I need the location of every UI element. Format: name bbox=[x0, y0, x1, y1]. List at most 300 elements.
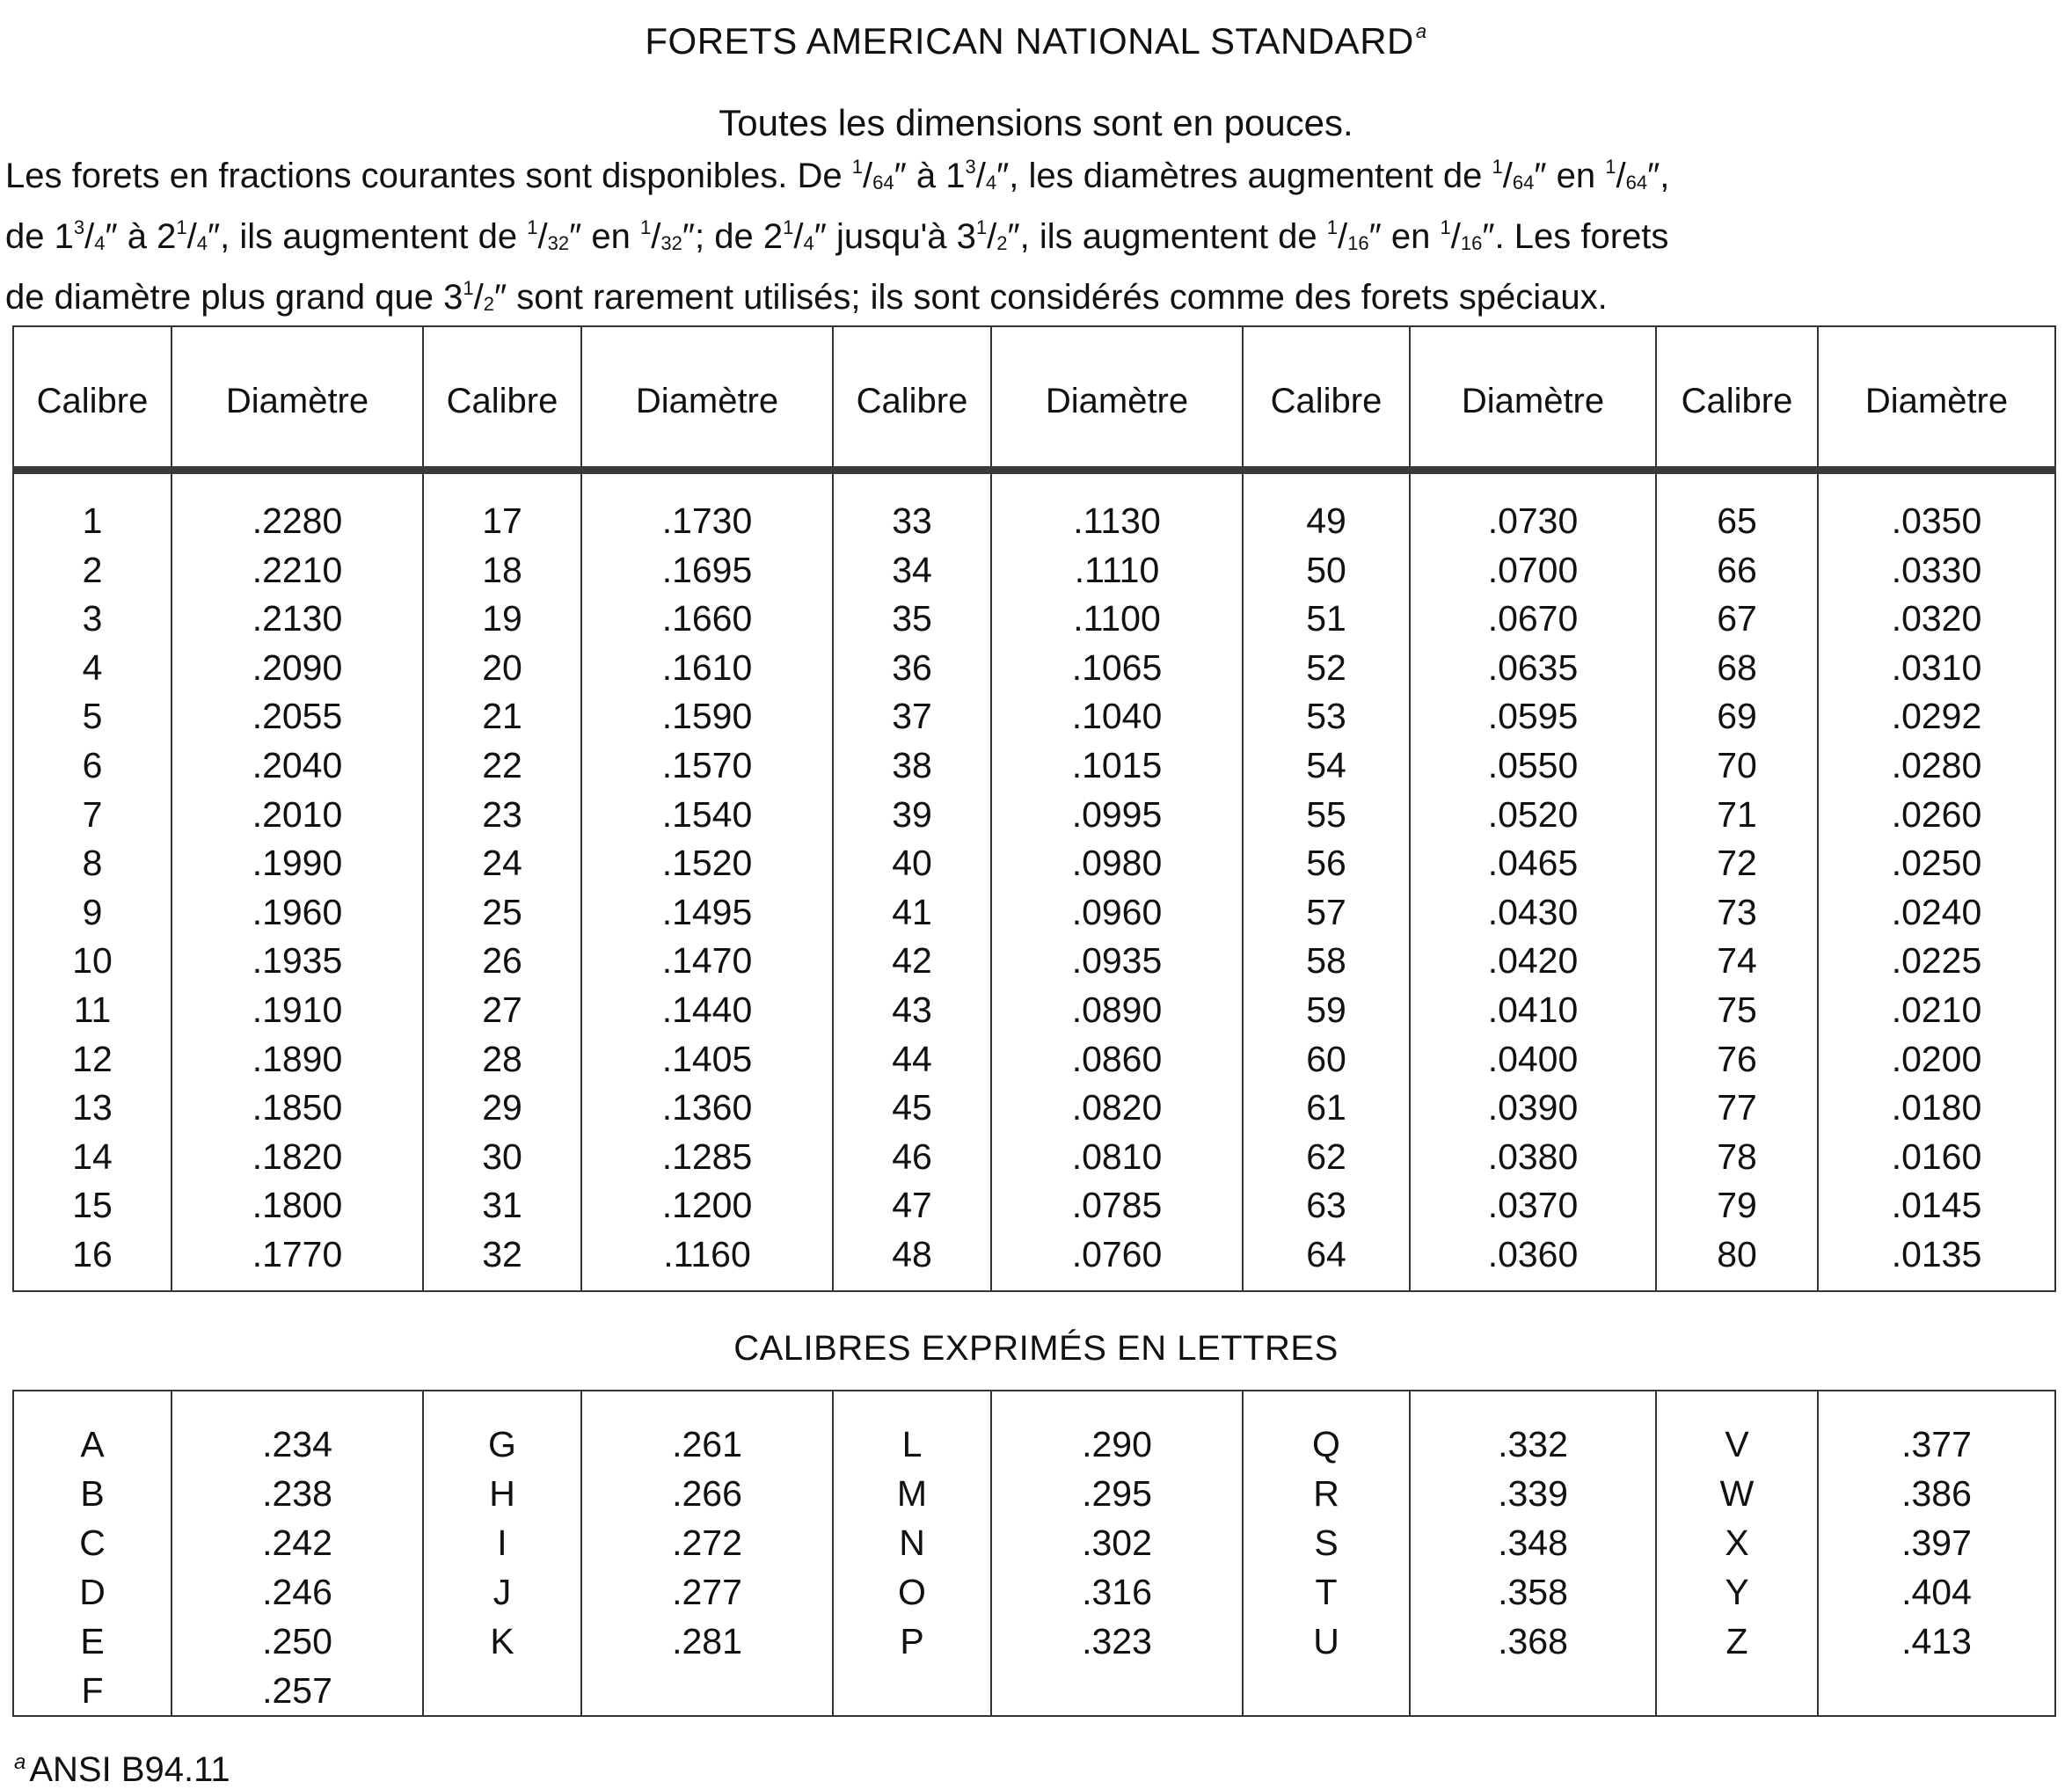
diametre-column bbox=[1410, 471, 1656, 1291]
intro-text: de 1 bbox=[5, 217, 74, 256]
calibre-value: 45 bbox=[892, 1087, 932, 1128]
calibre-value: 58 bbox=[1306, 940, 1346, 982]
intro-text: de diamètre plus grand que 3 bbox=[5, 278, 463, 317]
intro-paragraph bbox=[5, 144, 2068, 326]
fraction-numerator: 3 bbox=[73, 216, 85, 238]
column-header-diametre: Diamètre bbox=[581, 326, 833, 471]
diametre-value: .1200 bbox=[661, 1185, 753, 1226]
column-header-calibre: Calibre bbox=[1656, 326, 1818, 471]
diametre-value: .0380 bbox=[1487, 1135, 1579, 1177]
diametre-column bbox=[581, 1391, 833, 1716]
diametre-value: .272 bbox=[672, 1522, 742, 1563]
table-row bbox=[13, 1391, 2055, 1716]
calibre-value: 76 bbox=[1717, 1038, 1757, 1079]
calibre-value: I bbox=[497, 1522, 507, 1563]
calibre-value: 19 bbox=[482, 598, 522, 639]
column-header-calibre: Calibre bbox=[423, 326, 581, 471]
fraction-denominator: 4 bbox=[803, 232, 814, 254]
diametre-value: .1130 bbox=[1073, 500, 1161, 541]
calibre-value: 64 bbox=[1306, 1233, 1346, 1274]
diametre-value: .0350 bbox=[1891, 500, 1982, 541]
calibre-column bbox=[833, 1391, 991, 1716]
calibre-value: 66 bbox=[1717, 549, 1757, 590]
calibre-value: 72 bbox=[1717, 843, 1757, 884]
intro-line bbox=[5, 144, 2068, 205]
diametre-value: .1910 bbox=[252, 989, 343, 1030]
calibre-value: B bbox=[80, 1473, 105, 1514]
diametre-value: .0890 bbox=[1071, 989, 1163, 1030]
fraction-numerator: 1 bbox=[1605, 156, 1616, 178]
calibre-value: 54 bbox=[1306, 744, 1346, 785]
fraction-numerator: 3 bbox=[965, 156, 976, 178]
diametre-value: .2210 bbox=[252, 549, 343, 590]
fraction-denominator: 4 bbox=[94, 232, 106, 254]
diametre-value: .0280 bbox=[1891, 744, 1982, 785]
intro-line bbox=[5, 205, 2068, 266]
diametre-value: .1285 bbox=[661, 1135, 753, 1177]
diametre-value: .0935 bbox=[1071, 940, 1163, 982]
calibre-value: 70 bbox=[1717, 744, 1757, 785]
column-header-calibre: Calibre bbox=[833, 326, 991, 471]
diametre-value: .0995 bbox=[1071, 793, 1163, 835]
diametre-value: .261 bbox=[672, 1424, 742, 1464]
calibre-value: 28 bbox=[482, 1038, 522, 1079]
intro-text: ″, bbox=[1647, 157, 1670, 195]
numbered-calibre-table bbox=[12, 325, 2056, 1292]
fraction-numerator: 1 bbox=[851, 156, 864, 178]
calibre-value: V bbox=[1725, 1424, 1749, 1464]
calibre-value: R bbox=[1313, 1473, 1339, 1514]
fraction-denominator: 16 bbox=[1347, 232, 1369, 254]
calibre-value: 1 bbox=[82, 500, 103, 541]
diametre-column bbox=[1818, 1391, 2055, 1716]
column-header-calibre: Calibre bbox=[13, 326, 171, 471]
fraction-denominator: 64 bbox=[1512, 172, 1535, 194]
calibre-value: M bbox=[896, 1473, 928, 1514]
diametre-value: .397 bbox=[1901, 1522, 1972, 1563]
calibre-value: 65 bbox=[1717, 500, 1757, 541]
fraction-slash: / bbox=[975, 157, 986, 195]
diametre-value: .1405 bbox=[661, 1038, 753, 1079]
calibre-value: 9 bbox=[82, 891, 103, 932]
intro-text: ″. Les forets bbox=[1482, 217, 1669, 256]
calibre-value: 42 bbox=[892, 940, 932, 982]
fraction-denominator: 32 bbox=[660, 232, 682, 254]
diametre-column bbox=[991, 471, 1243, 1291]
calibre-value: 32 bbox=[482, 1233, 522, 1274]
calibre-value: 57 bbox=[1306, 891, 1346, 932]
diametre-value: .0635 bbox=[1487, 646, 1579, 688]
calibre-value: 6 bbox=[82, 744, 103, 785]
diametre-value: .0420 bbox=[1487, 940, 1579, 982]
diametre-value: .0410 bbox=[1487, 989, 1579, 1030]
calibre-column bbox=[1243, 471, 1410, 1291]
diametre-value: .386 bbox=[1901, 1473, 1972, 1514]
calibre-value: 17 bbox=[482, 500, 522, 541]
calibre-value: 24 bbox=[482, 843, 522, 884]
calibre-value: 61 bbox=[1306, 1087, 1346, 1128]
diametre-value: .0980 bbox=[1071, 843, 1163, 884]
calibre-value: 23 bbox=[482, 793, 522, 835]
calibre-value: 62 bbox=[1306, 1135, 1346, 1177]
calibre-value: C bbox=[79, 1522, 106, 1563]
intro-text: ″ à 1 bbox=[894, 157, 966, 195]
fraction-slash: / bbox=[651, 217, 661, 256]
calibre-value: 3 bbox=[82, 598, 103, 639]
calibre-value: 26 bbox=[482, 940, 522, 982]
calibre-value: Z bbox=[1725, 1621, 1748, 1661]
diametre-value: .1800 bbox=[252, 1185, 343, 1226]
calibre-column bbox=[13, 1391, 171, 1716]
diametre-value: .1160 bbox=[663, 1233, 751, 1274]
calibre-value: 37 bbox=[892, 696, 932, 737]
intro-text: ″ en bbox=[569, 217, 641, 256]
diametre-value: .0390 bbox=[1487, 1087, 1579, 1128]
calibre-value: 25 bbox=[482, 891, 522, 932]
calibre-value: 30 bbox=[482, 1135, 522, 1177]
diametre-value: .0250 bbox=[1891, 843, 1982, 884]
diametre-value: .2090 bbox=[252, 646, 343, 688]
intro-text: ″ en bbox=[1368, 217, 1441, 256]
diametre-value: .0785 bbox=[1071, 1185, 1163, 1226]
intro-text: ″ en bbox=[1534, 157, 1606, 195]
calibre-value: 15 bbox=[72, 1185, 113, 1226]
fraction bbox=[976, 217, 1008, 256]
calibre-value: F bbox=[81, 1670, 104, 1711]
diametre-value: .0550 bbox=[1487, 744, 1579, 785]
diametre-value: .368 bbox=[1498, 1621, 1568, 1661]
calibre-value: 38 bbox=[892, 744, 932, 785]
diametre-value: .257 bbox=[262, 1670, 332, 1711]
calibre-value: 44 bbox=[892, 1038, 932, 1079]
fraction-numerator: 1 bbox=[640, 216, 652, 238]
calibre-value: 75 bbox=[1717, 989, 1757, 1030]
calibre-value: 4 bbox=[82, 646, 103, 688]
diametre-value: .377 bbox=[1901, 1424, 1972, 1464]
calibre-value: 8 bbox=[82, 843, 103, 884]
diametre-value: .1065 bbox=[1071, 646, 1163, 688]
diametre-value: .246 bbox=[262, 1572, 332, 1612]
column-header-diametre: Diamètre bbox=[991, 326, 1243, 471]
calibre-value: 77 bbox=[1717, 1087, 1757, 1128]
diametre-value: .1695 bbox=[661, 549, 753, 590]
calibre-value: L bbox=[901, 1424, 923, 1464]
fraction bbox=[74, 217, 106, 256]
diametre-value: .1660 bbox=[661, 598, 753, 639]
diametre-value: .0360 bbox=[1487, 1233, 1579, 1274]
calibre-value: O bbox=[898, 1572, 926, 1612]
calibre-value: D bbox=[79, 1572, 106, 1612]
fraction-slash: / bbox=[84, 217, 95, 256]
table-row bbox=[13, 471, 2055, 1291]
fraction-numerator: 1 bbox=[1326, 216, 1339, 238]
calibre-value: 5 bbox=[82, 696, 103, 737]
calibre-value: Q bbox=[1312, 1424, 1340, 1464]
diametre-value: .0860 bbox=[1071, 1038, 1163, 1079]
diametre-value: .0210 bbox=[1891, 989, 1982, 1030]
fraction-denominator: 2 bbox=[996, 232, 1008, 254]
footnote-mark: a bbox=[14, 1750, 26, 1774]
fraction-denominator: 64 bbox=[1625, 172, 1648, 194]
diametre-value: .1015 bbox=[1071, 744, 1163, 785]
fraction bbox=[1492, 157, 1535, 195]
diametre-value: .1590 bbox=[661, 696, 753, 737]
diametre-column bbox=[171, 1391, 423, 1716]
diametre-value: .242 bbox=[262, 1522, 332, 1563]
diametre-value: .1495 bbox=[661, 891, 753, 932]
diametre-value: .0595 bbox=[1487, 696, 1579, 737]
fraction-numerator: 1 bbox=[1492, 156, 1503, 178]
intro-text: ″, les diamètres augmentent de bbox=[996, 157, 1492, 195]
letters-section-title: CALIBRES EXPRIMÉS EN LETTRES bbox=[733, 1329, 1339, 1368]
fraction bbox=[463, 278, 494, 317]
calibre-value: 74 bbox=[1717, 940, 1757, 982]
calibre-value: 56 bbox=[1306, 843, 1346, 884]
fraction-numerator: 1 bbox=[783, 216, 794, 238]
diametre-value: .1960 bbox=[252, 891, 343, 932]
calibre-value: 29 bbox=[482, 1087, 522, 1128]
diametre-column bbox=[171, 471, 423, 1291]
fraction-numerator: 1 bbox=[1440, 216, 1451, 238]
calibre-value: 60 bbox=[1306, 1038, 1346, 1079]
column-header-diametre: Diamètre bbox=[1410, 326, 1656, 471]
calibre-value: 18 bbox=[482, 549, 522, 590]
diametre-value: .302 bbox=[1082, 1522, 1152, 1563]
fraction-slash: / bbox=[473, 278, 484, 317]
diametre-value: .250 bbox=[262, 1621, 332, 1661]
calibre-value: 20 bbox=[482, 646, 522, 688]
diametre-value: .0135 bbox=[1891, 1233, 1982, 1274]
fraction-denominator: 32 bbox=[547, 232, 570, 254]
diametre-value: .277 bbox=[672, 1572, 742, 1612]
calibre-value: 33 bbox=[892, 500, 932, 541]
calibre-value: 22 bbox=[482, 744, 522, 785]
calibre-column bbox=[13, 471, 171, 1291]
diametre-value: .266 bbox=[672, 1473, 742, 1514]
fraction bbox=[640, 217, 682, 256]
fraction bbox=[527, 217, 569, 256]
calibre-value: 50 bbox=[1306, 549, 1346, 590]
diametre-value: .0520 bbox=[1487, 793, 1579, 835]
calibre-column bbox=[1243, 1391, 1410, 1716]
diametre-value: .0330 bbox=[1891, 549, 1982, 590]
fraction-slash: / bbox=[1338, 217, 1348, 256]
diametre-value: .0700 bbox=[1487, 549, 1579, 590]
diametre-value: .0760 bbox=[1071, 1233, 1163, 1274]
calibre-value: H bbox=[489, 1473, 515, 1514]
fraction bbox=[783, 217, 814, 256]
diametre-value: .0310 bbox=[1891, 646, 1982, 688]
diametre-value: .0465 bbox=[1487, 843, 1579, 884]
diametre-value: .2010 bbox=[252, 793, 343, 835]
diametre-column bbox=[991, 1391, 1243, 1716]
calibre-value: U bbox=[1313, 1621, 1339, 1661]
footnote-text: ANSI B94.11 bbox=[29, 1750, 230, 1789]
diametre-value: .332 bbox=[1498, 1424, 1568, 1464]
fraction-slash: / bbox=[793, 217, 804, 256]
calibre-value: 69 bbox=[1717, 696, 1757, 737]
calibre-value: 27 bbox=[482, 989, 522, 1030]
calibre-value: 48 bbox=[892, 1233, 932, 1274]
calibre-value: 67 bbox=[1717, 598, 1757, 639]
fraction-slash: / bbox=[186, 217, 197, 256]
diametre-value: .2280 bbox=[252, 500, 343, 541]
calibre-value: 53 bbox=[1306, 696, 1346, 737]
calibre-value: 31 bbox=[482, 1185, 522, 1226]
diametre-value: .1540 bbox=[661, 793, 753, 835]
diametre-value: .0810 bbox=[1071, 1135, 1163, 1177]
diametre-value: .295 bbox=[1082, 1473, 1152, 1514]
calibre-column bbox=[1656, 1391, 1818, 1716]
calibre-value: 78 bbox=[1717, 1135, 1757, 1177]
calibre-value: Y bbox=[1725, 1572, 1749, 1612]
intro-text: ″; de 2 bbox=[682, 217, 784, 256]
calibre-value: 21 bbox=[482, 696, 522, 737]
calibre-column bbox=[423, 471, 581, 1291]
calibre-value: 39 bbox=[892, 793, 932, 835]
fraction-denominator: 16 bbox=[1460, 232, 1483, 254]
calibre-value: 34 bbox=[892, 549, 932, 590]
calibre-value: K bbox=[490, 1621, 514, 1661]
diametre-value: .0670 bbox=[1487, 598, 1579, 639]
calibre-value: 63 bbox=[1306, 1185, 1346, 1226]
diametre-column bbox=[581, 471, 833, 1291]
calibre-value: 35 bbox=[892, 598, 932, 639]
fraction-slash: / bbox=[1616, 157, 1626, 195]
calibre-value: 2 bbox=[82, 549, 103, 590]
calibre-value: 43 bbox=[892, 989, 932, 1030]
diametre-value: .238 bbox=[262, 1473, 332, 1514]
diametre-value: .404 bbox=[1901, 1572, 1972, 1612]
diametre-value: .1610 bbox=[661, 646, 753, 688]
calibre-value: 71 bbox=[1717, 793, 1757, 835]
intro-text: ″ sont rarement utilisés; ils sont considérés comme des forets spéciaux. bbox=[493, 278, 1608, 317]
column-header-diametre: Diamètre bbox=[171, 326, 423, 471]
fraction bbox=[176, 217, 208, 256]
title-text: FORETS AMERICAN NATIONAL STANDARD bbox=[645, 20, 1414, 62]
fraction-denominator: 2 bbox=[483, 293, 494, 315]
diametre-value: .0820 bbox=[1071, 1087, 1163, 1128]
calibre-value: 11 bbox=[73, 989, 112, 1030]
diametre-value: .0145 bbox=[1891, 1185, 1982, 1226]
diametre-value: .0730 bbox=[1487, 500, 1579, 541]
diametre-value: .348 bbox=[1498, 1522, 1568, 1563]
intro-line bbox=[5, 266, 2068, 326]
footnote bbox=[14, 1743, 230, 1789]
diametre-value: .358 bbox=[1498, 1572, 1568, 1612]
diametre-value: .413 bbox=[1901, 1621, 1972, 1661]
fraction-slash: / bbox=[987, 217, 997, 256]
calibre-value: P bbox=[900, 1621, 924, 1661]
calibre-column bbox=[833, 471, 991, 1291]
calibre-value: N bbox=[899, 1522, 925, 1563]
calibre-column bbox=[1656, 471, 1818, 1291]
fraction bbox=[1605, 157, 1647, 195]
calibre-value: 41 bbox=[892, 891, 932, 932]
calibre-value: J bbox=[492, 1572, 512, 1612]
diametre-value: .2040 bbox=[252, 744, 343, 785]
diametre-value: .0180 bbox=[1891, 1087, 1982, 1128]
diametre-value: .2130 bbox=[252, 598, 343, 639]
calibre-value: 79 bbox=[1717, 1185, 1757, 1226]
diametre-value: .1990 bbox=[252, 843, 343, 884]
calibre-value: 7 bbox=[82, 793, 103, 835]
fraction-numerator: 1 bbox=[176, 216, 187, 238]
diametre-value: .0200 bbox=[1891, 1038, 1982, 1079]
diametre-value: .2055 bbox=[252, 696, 343, 737]
calibre-column bbox=[423, 1391, 581, 1716]
diametre-value: .0370 bbox=[1487, 1185, 1579, 1226]
column-header-calibre: Calibre bbox=[1243, 326, 1410, 471]
fraction-slash: / bbox=[537, 217, 548, 256]
diametre-value: .1770 bbox=[252, 1233, 343, 1274]
diametre-value: .0320 bbox=[1891, 598, 1982, 639]
calibre-value: 73 bbox=[1717, 891, 1757, 932]
fraction-denominator: 4 bbox=[985, 172, 997, 194]
calibre-value: S bbox=[1314, 1522, 1339, 1563]
diametre-value: .0292 bbox=[1891, 696, 1982, 737]
calibre-value: X bbox=[1725, 1522, 1749, 1563]
diametre-value: .1440 bbox=[661, 989, 753, 1030]
diametre-value: .1820 bbox=[252, 1135, 343, 1177]
title-footnote-mark: a bbox=[1415, 20, 1427, 42]
diametre-value: .0240 bbox=[1891, 891, 1982, 932]
calibre-value: 36 bbox=[892, 646, 932, 688]
diametre-value: .1470 bbox=[661, 940, 753, 982]
calibre-value: 59 bbox=[1306, 989, 1346, 1030]
diametre-value: .323 bbox=[1082, 1621, 1152, 1661]
diametre-value: .1850 bbox=[252, 1087, 343, 1128]
diametre-value: .339 bbox=[1498, 1473, 1568, 1514]
fraction bbox=[1441, 217, 1483, 256]
calibre-value: 12 bbox=[72, 1038, 113, 1079]
diametre-column bbox=[1818, 471, 2055, 1291]
calibre-value: A bbox=[80, 1424, 105, 1464]
diametre-value: .1935 bbox=[252, 940, 343, 982]
diametre-value: .1730 bbox=[661, 500, 753, 541]
diametre-value: .1100 bbox=[1073, 598, 1161, 639]
column-header-diametre: Diamètre bbox=[1818, 326, 2055, 471]
fraction bbox=[852, 157, 894, 195]
diametre-value: .234 bbox=[262, 1424, 332, 1464]
fraction-numerator: 1 bbox=[527, 216, 538, 238]
diametre-value: .1040 bbox=[1071, 696, 1163, 737]
calibre-value: E bbox=[80, 1621, 105, 1661]
calibre-value: 10 bbox=[72, 940, 113, 982]
diametre-value: .0260 bbox=[1891, 793, 1982, 835]
calibre-value: G bbox=[488, 1424, 516, 1464]
intro-text: Les forets en fractions courantes sont disponibles. De bbox=[5, 157, 852, 195]
calibre-value: 51 bbox=[1306, 598, 1346, 639]
page-title bbox=[0, 5, 2072, 68]
diametre-value: .1890 bbox=[252, 1038, 343, 1079]
calibre-value: 49 bbox=[1306, 500, 1346, 541]
calibre-value: 46 bbox=[892, 1135, 932, 1177]
fraction-numerator: 1 bbox=[975, 216, 988, 238]
diametre-value: .316 bbox=[1082, 1572, 1152, 1612]
diametre-value: .0400 bbox=[1487, 1038, 1579, 1079]
calibre-value: 40 bbox=[892, 843, 932, 884]
fraction-slash: / bbox=[863, 157, 873, 195]
calibre-value: 52 bbox=[1306, 646, 1346, 688]
fraction-denominator: 64 bbox=[872, 172, 894, 194]
fraction-slash: / bbox=[1450, 217, 1461, 256]
calibre-value: 13 bbox=[72, 1087, 113, 1128]
calibre-value: 16 bbox=[72, 1233, 113, 1274]
diametre-value: .290 bbox=[1082, 1424, 1152, 1464]
calibre-value: 14 bbox=[72, 1135, 113, 1177]
diametre-value: .0160 bbox=[1891, 1135, 1982, 1177]
